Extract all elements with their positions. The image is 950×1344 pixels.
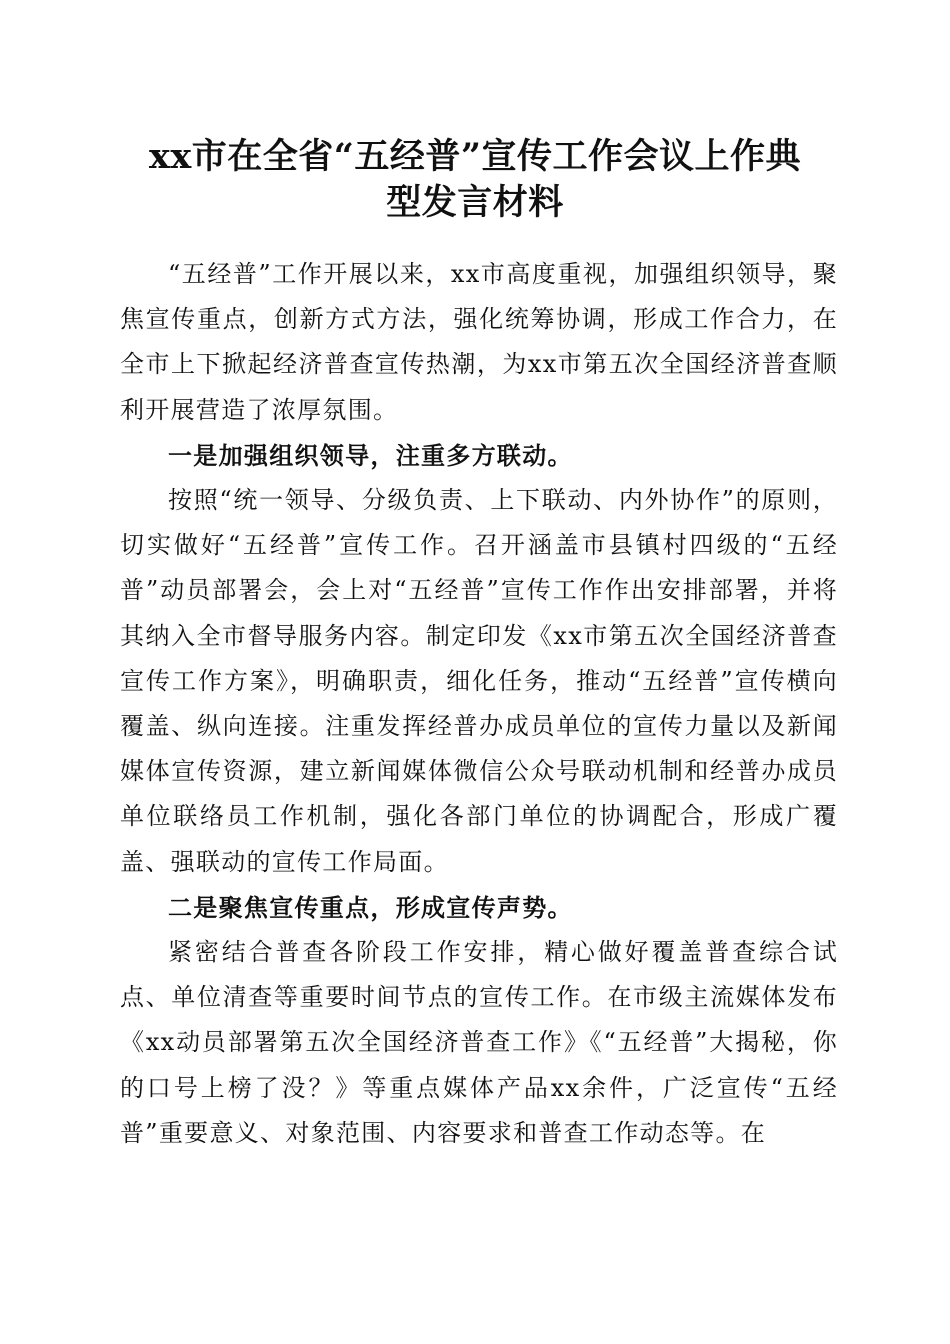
section-heading-1: 一是加强组织领导，注重多方联动。 — [168, 440, 573, 470]
section-heading-2: 二是聚焦宣传重点，形成宣传声势。 — [168, 892, 573, 922]
section-2-paragraph: 紧密结合普查各阶段工作安排，精心做好覆盖普查综合试点、单位清查等重要时间节点的宣传工作。在市级主流媒体发布《xx动员部署第五次全国经济普查工作》《“五经普”大揭秘，你的口号上榜了没？》等重点媒体产品xx余件，广泛宣传“五经普”重要意义、对象范围、内容要求和普查工作动态等。在 — [120, 938, 838, 1147]
title-line-2: 型发言材料 — [386, 182, 564, 223]
intro-paragraph: “五经普”工作开展以来，xx市高度重视，加强组织领导，聚焦宣传重点，创新方式方法，强化统筹协调，形成工作合力，在全市上下掀起经济普查宣传热潮，为xx市第五次全国经济普查顺利开展营造了浓厚氛围。 — [120, 260, 838, 424]
document-body — [120, 252, 838, 1156]
document-title — [110, 134, 840, 226]
section-1-paragraph: 按照“统一领导、分级负责、上下联动、内外协作”的原则，切实做好“五经普”宣传工作。召开涵盖市县镇村四级的“五经普”动员部署会，会上对“五经普”宣传工作作出安排部署，并将其纳入全市督导服务内容。制定印发《xx市第五次全国经济普查宣传工作方案》，明确职责，细化任务，推动“五经普”宣传横向覆盖、纵向连接。注重发挥经普办成员单位的宣传力量以及新闻媒体宣传资源，建立新闻媒体微信公众号联动机制和经普办成员单位联络员工作机制，强化各部门单位的协调配合，形成广覆盖、强联动的宣传工作局面。 — [120, 486, 838, 876]
title-line-1: xx市在全省“五经普”宣传工作会议上作典 — [149, 136, 801, 177]
